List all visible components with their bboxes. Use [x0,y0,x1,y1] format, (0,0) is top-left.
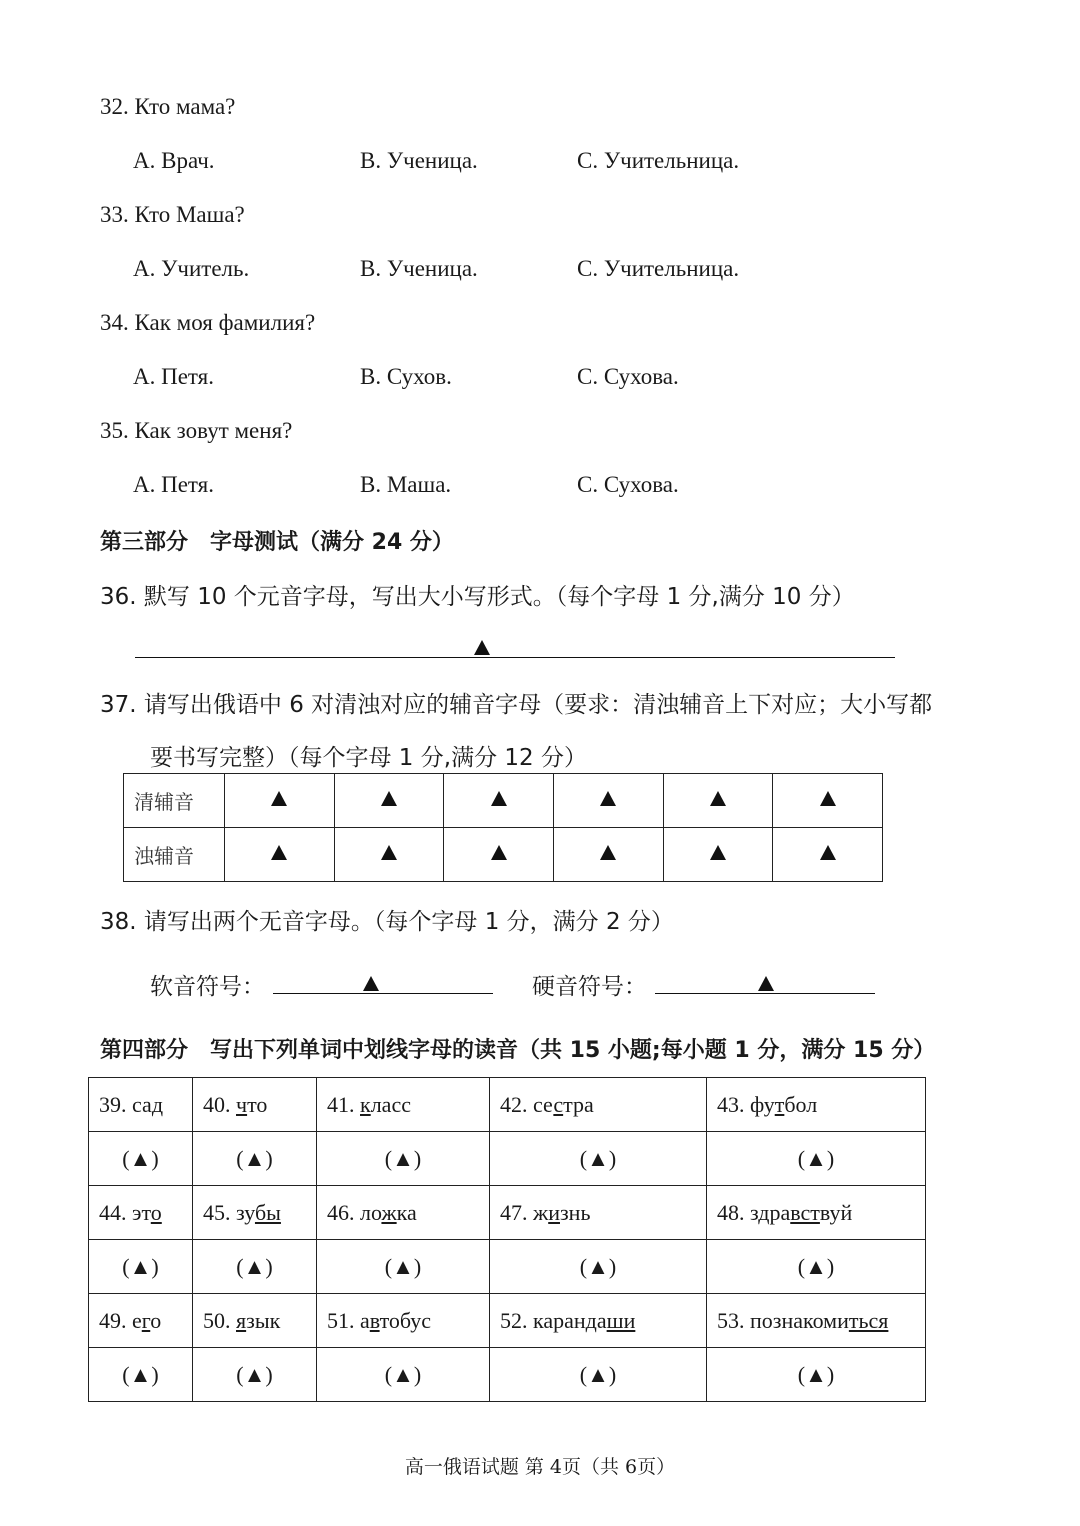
question-33: 33. Кто Маша? [100,202,245,227]
answer-cell[interactable]: (▲) [490,1132,707,1186]
answer-cell[interactable]: (▲) [193,1348,317,1402]
answer-marker-icon [363,976,379,991]
voiced-row [124,828,883,882]
answer-cell[interactable]: (▲) [193,1132,317,1186]
question-37-line2: 要书写完整）（每个字母 1 分,满分 12 分） [150,745,587,771]
answer-row [89,1348,926,1402]
answer-marker-icon [381,791,397,806]
answer-marker-icon [820,791,836,806]
answer-row [89,1240,926,1294]
answer-cell[interactable]: (▲) [490,1348,707,1402]
answer-cell[interactable]: (▲) [707,1132,926,1186]
answer-cell[interactable] [663,828,773,882]
question-37-line1: 37. 请写出俄语中 6 对清浊对应的辅音字母（要求：清浊辅音上下对应；大小写都 [100,692,933,718]
answer-cell[interactable] [225,828,335,882]
answer-cell[interactable] [663,774,773,828]
question-35: 35. Как зовут меня? [100,418,293,443]
part3-heading: 第三部分 字母测试（满分 24 分） [100,530,454,555]
answer-cell[interactable] [444,828,554,882]
answer-cell[interactable]: (▲) [193,1240,317,1294]
hard-sign-label: 硬音符号： [532,974,647,1000]
word-cell: 53. познакомиться [707,1294,926,1348]
word-cell: 49. его [89,1294,193,1348]
answer-marker-icon [271,845,287,860]
answer-cell[interactable]: (▲) [317,1132,490,1186]
answer-marker-icon [381,845,397,860]
answer-marker-icon [600,845,616,860]
word-cell: 48. здравствуй [707,1186,926,1240]
word-row [89,1294,926,1348]
answer-cell[interactable] [225,774,335,828]
q32-option-c: С. Учительница. [577,148,740,173]
answer-marker-icon [491,791,507,806]
answer-cell[interactable]: (▲) [707,1348,926,1402]
question-32: 32. Кто мама? [100,94,236,119]
answer-marker-icon [600,791,616,806]
answer-marker-icon [271,791,287,806]
question-36: 36. 默写 10 个元音字母，写出大小写形式。（每个字母 1 分,满分 10 分） [100,584,855,610]
part4-heading: 第四部分 写出下列单词中划线字母的读音（共 15 小题;每小题 1 分，满分 15 分） [100,1038,936,1063]
word-row [89,1186,926,1240]
word-cell: 41. класс [317,1078,490,1132]
hard-sign-answer-line[interactable] [655,993,875,994]
answer-row [89,1132,926,1186]
question-34: 34. Как моя фамилия? [100,310,316,335]
answer-cell[interactable]: (▲) [89,1132,193,1186]
voiceless-row [124,774,883,828]
answer-cell[interactable]: (▲) [89,1240,193,1294]
word-cell: 46. ложка [317,1186,490,1240]
q35-option-b: В. Маша. [360,472,452,497]
answer-cell[interactable] [334,828,444,882]
q33-option-c: С. Учительница. [577,256,740,281]
answer-cell[interactable] [773,828,883,882]
answer-cell[interactable]: (▲) [317,1240,490,1294]
word-row [89,1078,926,1132]
word-cell: 47. жизнь [490,1186,707,1240]
answer-marker-icon [758,976,774,991]
answer-cell[interactable]: (▲) [317,1348,490,1402]
q36-answer-line[interactable] [135,657,895,658]
word-cell: 45. зубы [193,1186,317,1240]
consonant-pairs-table [123,773,883,882]
q32-option-a: А. Врач. [133,148,215,173]
word-cell: 51. автобус [317,1294,490,1348]
page-footer: 高一俄语试题 第 4页（共 6页） [404,1456,676,1478]
word-cell: 43. футбол [707,1078,926,1132]
answer-cell[interactable] [553,828,663,882]
q33-option-a: А. Учитель. [133,256,250,281]
voiceless-label: 清辅音 [124,774,225,828]
pronunciation-table [88,1077,926,1402]
soft-sign-label: 软音符号： [150,974,265,1000]
answer-marker-icon [710,845,726,860]
word-cell: 39. сад [89,1078,193,1132]
q32-option-b: В. Ученица. [360,148,478,173]
soft-sign-answer-line[interactable] [273,993,493,994]
answer-marker-icon [710,791,726,806]
word-cell: 42. сестра [490,1078,707,1132]
answer-cell[interactable] [334,774,444,828]
answer-cell[interactable] [444,774,554,828]
answer-cell[interactable]: (▲) [490,1240,707,1294]
q34-option-a: А. Петя. [133,364,215,389]
word-cell: 50. язык [193,1294,317,1348]
answer-marker-icon [474,640,490,655]
word-cell: 44. это [89,1186,193,1240]
answer-cell[interactable]: (▲) [89,1348,193,1402]
q35-option-a: А. Петя. [133,472,215,497]
question-38: 38. 请写出两个无音字母。（每个字母 1 分，满分 2 分） [100,909,674,935]
answer-marker-icon [491,845,507,860]
q34-option-c: С. Сухова. [577,364,679,389]
q35-option-c: С. Сухова. [577,472,679,497]
q34-option-b: В. Сухов. [360,364,452,389]
q33-option-b: В. Ученица. [360,256,478,281]
answer-cell[interactable] [553,774,663,828]
answer-cell[interactable] [773,774,883,828]
word-cell: 40. что [193,1078,317,1132]
answer-marker-icon [820,845,836,860]
word-cell: 52. карандаши [490,1294,707,1348]
voiced-label: 浊辅音 [124,828,225,882]
answer-cell[interactable]: (▲) [707,1240,926,1294]
